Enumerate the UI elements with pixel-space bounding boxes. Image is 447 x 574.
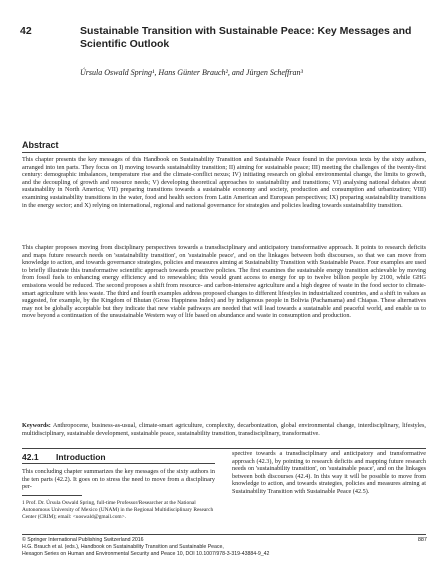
section-title: Introduction bbox=[56, 452, 106, 462]
keywords-text: Anthropocene, business-as-usual, climate-smart agriculture, complexity, decarbonization, global environmental change, interdisciplinary, lifestyles, multidisciplinary, sustainable development, sustainable peace, sustainability transition, transdisciplinary, transformative. bbox=[22, 422, 426, 437]
footer bbox=[22, 537, 392, 558]
chapter-title: Sustainable Transition with Sustainable Peace: Key Messages and Scientific Outlook bbox=[80, 25, 412, 50]
section-title-rule bbox=[22, 463, 215, 464]
intro-right-column: spective towards a transdisciplinary and anticipatory and transformative approach (42.3), by pointing to research deficits and mapping future research needs on 'sustainability transition', on 'sustainable peace', and on the linkages between both discourses (42.4). In this way it will be possible to move from knowledge to action, and towards strategies, policies and measures aiming at Sustainability Transition with Sustainable Peace (42.5). bbox=[232, 450, 426, 495]
section-rule bbox=[22, 448, 426, 449]
keywords bbox=[22, 422, 426, 437]
footer-copyright: © Springer International Publishing Switzerland 2016 bbox=[22, 537, 144, 543]
abstract-rule bbox=[22, 152, 426, 153]
abstract-heading: Abstract bbox=[22, 140, 59, 150]
footer-rule bbox=[22, 534, 426, 535]
footer-citation: H.G. Brauch et al. (eds.), Handbook on Sustainability Transition and Sustainable Peace, bbox=[22, 544, 224, 550]
footnote-rule bbox=[22, 495, 82, 496]
footnote: 1 Prof. Dr. Úrsula Oswald Spring, full-time Professor/Researcher at the National Autonomous University of Mexico (UNAM) in the Regional Multidisciplinary Research Center (CRIM); email: <uoswald@gmail.com>. bbox=[22, 500, 214, 520]
page-number: 887 bbox=[417, 537, 427, 543]
chapter-number: 42 bbox=[20, 25, 32, 37]
abstract-paragraph-2: This chapter proposes moving from disciplinary perspectives towards a transdisciplinary and anticipatory transformative approach. It points to research deficits and maps future research needs on 'sustainability transition', on 'sustainable peace', and on the linkages between both discourses, so that we can move from knowledge to action, and towards governance strategies, policies and measures aiming at Sustainability Transition with Sustainable Peace. Four examples are used to briefly illustrate this transformative scientific approach towards proactive policies. The first examines the sustainable energy transition achievable by moving from fossil fuels to enhancing energy efficiency and to renewables; this would grant access to energy for up to twelve billion people by 2100, while GHG emissions would be reduced. The second proposes a shift from resource- and carbon-intensive agriculture and a high degree of waste in the food sector to climate-smart agriculture with less waste. The third and fourth examples address proposed changes to different lifestyles in industrialized countries, and a shift in values as suggested, for example, by the Kingdom of Bhutan (Gross Happiness Index) and by indigenous people in Bolivia (Pachamama) and Chiapas. These alternatives may not be globally acceptable but they indicate that new viable pathways are needed that will lead towards a sustainable and peaceful world, and enable us to move beyond a continuation of the unsustainable Western way of life based on abundance and waste in consumption and production. bbox=[22, 244, 426, 320]
section-number: 42.1 bbox=[22, 452, 39, 462]
keywords-label: Keywords: bbox=[22, 422, 51, 429]
footer-series: Hexagon Series on Human and Environmental Security and Peace 10, DOI 10.1007/978-3-319-43884-9_42 bbox=[22, 551, 270, 557]
intro-left-column: This concluding chapter summarizes the key messages of the sixty authors in the ten parts (42.2). It goes on to stress the need to move from a disciplinary per- bbox=[22, 468, 215, 491]
chapter-authors: Úrsula Oswald Spring¹, Hans Günter Brauch², and Jürgen Scheffran³ bbox=[80, 68, 303, 77]
abstract-paragraph-1: This chapter presents the key messages of this Handbook on Sustainability Transition and Sustainable Peace found in the previous texts by the sixty authors, arranged into ten parts. They focus on I) moving towards sustainability transition; II) aiming for sustainable peace; III) meeting the challenges of the twenty-first century: demographic imbalances, temperature rise and the climate-conflict nexus; IV) initiating research on global environmental change, the limits to growth, and the decoupling of growth and resource needs; V) developing theoretical approaches to sustainability and transitions; VI) analysing national debates about sustainability in North America; VII) preparing transitions towards a sustainable economy and society, production and consumption and urbanization; VIII) examining sustainability transitions in the water, food and health sectors from Latin American and European perspectives; IX) preparing sustainability transitions in the energy sector; and X) relying on international, regional and national governance for strategies and policies leading towards sustainability transition. bbox=[22, 156, 426, 209]
